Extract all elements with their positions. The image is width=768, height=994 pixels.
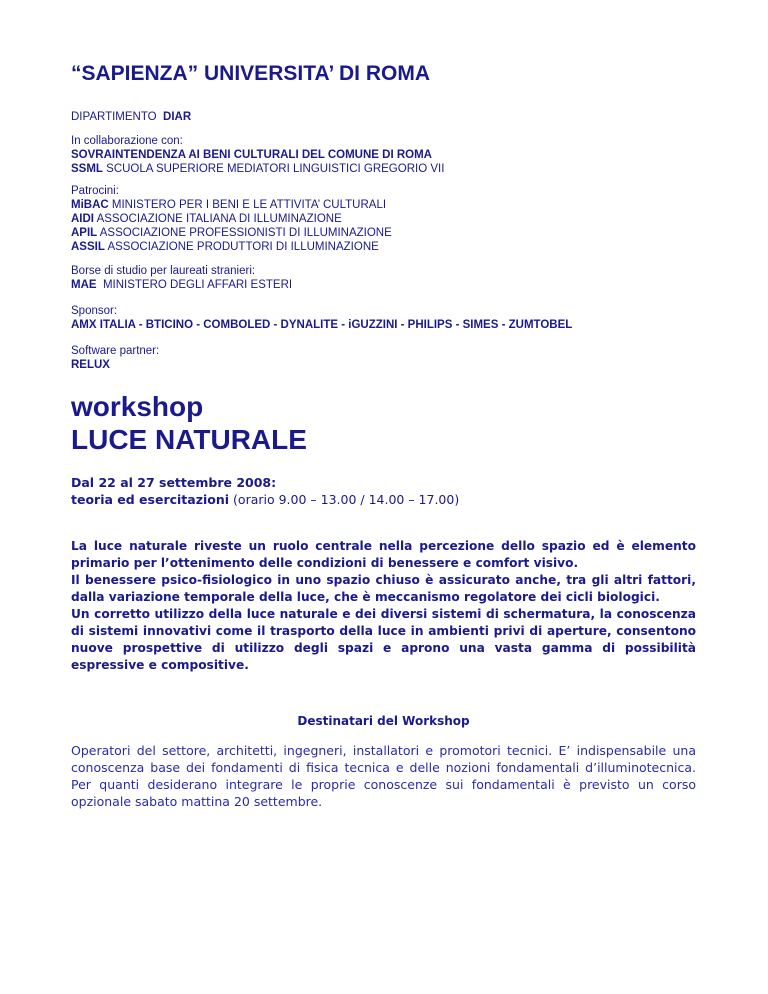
schedule-dates: Dal 22 al 27 settembre 2008: bbox=[71, 475, 277, 490]
sponsor-block bbox=[71, 304, 696, 332]
patrons-block bbox=[71, 184, 696, 254]
intro-paragraph: Il benessere psico-fisiologico in uno spazio chiuso è assicurato anche, tra gli altri fattori, dalla variazione temporale della luce, che è meccanismo regolatore dei cicli biologici. bbox=[71, 573, 696, 604]
software-label: Software partner: bbox=[71, 345, 160, 357]
collaboration-partner bbox=[71, 162, 696, 176]
sponsor-label: Sponsor: bbox=[71, 305, 118, 317]
software-name: RELUX bbox=[71, 359, 110, 371]
scholarship-code: MAE bbox=[71, 279, 97, 291]
scholarship-label: Borse di studio per laureati stranieri: bbox=[71, 265, 256, 277]
schedule-hours: (orario 9.00 – 13.00 / 14.00 – 17.00) bbox=[233, 492, 460, 507]
intro-paragraph: La luce naturale riveste un ruolo centrale nella percezione dello spazio ed è elemento primario per l’ottenimento delle condizioni di benessere e comfort visivo. bbox=[71, 539, 696, 570]
collaboration-partner: SOVRAINTENDENZA AI BENI CULTURALI DEL COMUNE DI ROMA bbox=[71, 149, 432, 161]
patron-code: APIL bbox=[71, 227, 98, 239]
schedule-block bbox=[71, 474, 696, 508]
patron-name: ASSOCIAZIONE PROFESSIONISTI DI ILLUMINAZIONE bbox=[99, 227, 392, 239]
partner-code: SSML bbox=[71, 163, 103, 175]
patron-name: ASSOCIAZIONE PRODUTTORI DI ILLUMINAZIONE bbox=[107, 241, 379, 253]
scholarship-sponsor bbox=[71, 278, 696, 292]
workshop-heading bbox=[71, 390, 696, 456]
patron-code: AIDI bbox=[71, 213, 94, 225]
scholarship-name: MINISTERO DEGLI AFFARI ESTERI bbox=[102, 279, 293, 291]
partner-name: SCUOLA SUPERIORE MEDIATORI LINGUISTICI GREGORIO VII bbox=[106, 163, 445, 175]
target-heading: Destinatari del Workshop bbox=[297, 714, 470, 728]
department-label: DIPARTIMENTO bbox=[71, 111, 157, 123]
schedule-detail bbox=[71, 491, 696, 508]
schedule-kind: teoria ed esercitazioni bbox=[71, 492, 230, 507]
workshop-kicker: workshop bbox=[71, 391, 204, 422]
scholarship-block bbox=[71, 264, 696, 292]
sponsor-list: AMX ITALIA - BTICINO - COMBOLED - DYNALITE - iGUZZINI - PHILIPS - SIMES - ZUMTOBEL bbox=[71, 319, 573, 331]
target-text: Operatori del settore, architetti, ingegneri, installatori e promotori tecnici. E’ indispensabile una conoscenza base dei fondamenti di fisica tecnica e delle nozioni fondamentali d’illuminotecnica. Per quanti desiderano integrare le proprie conoscenze sui fondamentali è previsto un corso opzionale sabato mattina 20 settembre. bbox=[71, 743, 696, 809]
patron-code: MiBAC bbox=[71, 199, 109, 211]
patron-item bbox=[71, 198, 696, 212]
university-title: “SAPIENZA” UNIVERSITA’ DI ROMA bbox=[71, 62, 430, 85]
department-line bbox=[71, 110, 696, 124]
patron-item bbox=[71, 240, 696, 254]
collaboration-block bbox=[71, 134, 696, 176]
patron-code: ASSIL bbox=[71, 241, 105, 253]
patrons-label: Patrocini: bbox=[71, 185, 119, 197]
patron-name: MINISTERO PER I BENI E LE ATTIVITA’ CULTURALI bbox=[111, 199, 387, 211]
workshop-title: LUCE NATURALE bbox=[71, 424, 307, 455]
intro-paragraph: Un corretto utilizzo della luce naturale e dei diversi sistemi di schermatura, la conoscenza di sistemi innovativi come il trasporto della luce in ambienti privi di aperture, consentono nuove prospettive di utilizzo degli spazi e aprono una vasta gamma di possibilità espressive e compositive. bbox=[71, 607, 696, 672]
patron-name: ASSOCIAZIONE ITALIANA DI ILLUMINAZIONE bbox=[96, 213, 342, 225]
patron-item bbox=[71, 212, 696, 226]
software-block bbox=[71, 344, 696, 372]
department-name: DIAR bbox=[163, 111, 192, 123]
collaboration-label: In collaborazione con: bbox=[71, 135, 183, 147]
intro-text bbox=[71, 538, 696, 674]
patron-item bbox=[71, 226, 696, 240]
